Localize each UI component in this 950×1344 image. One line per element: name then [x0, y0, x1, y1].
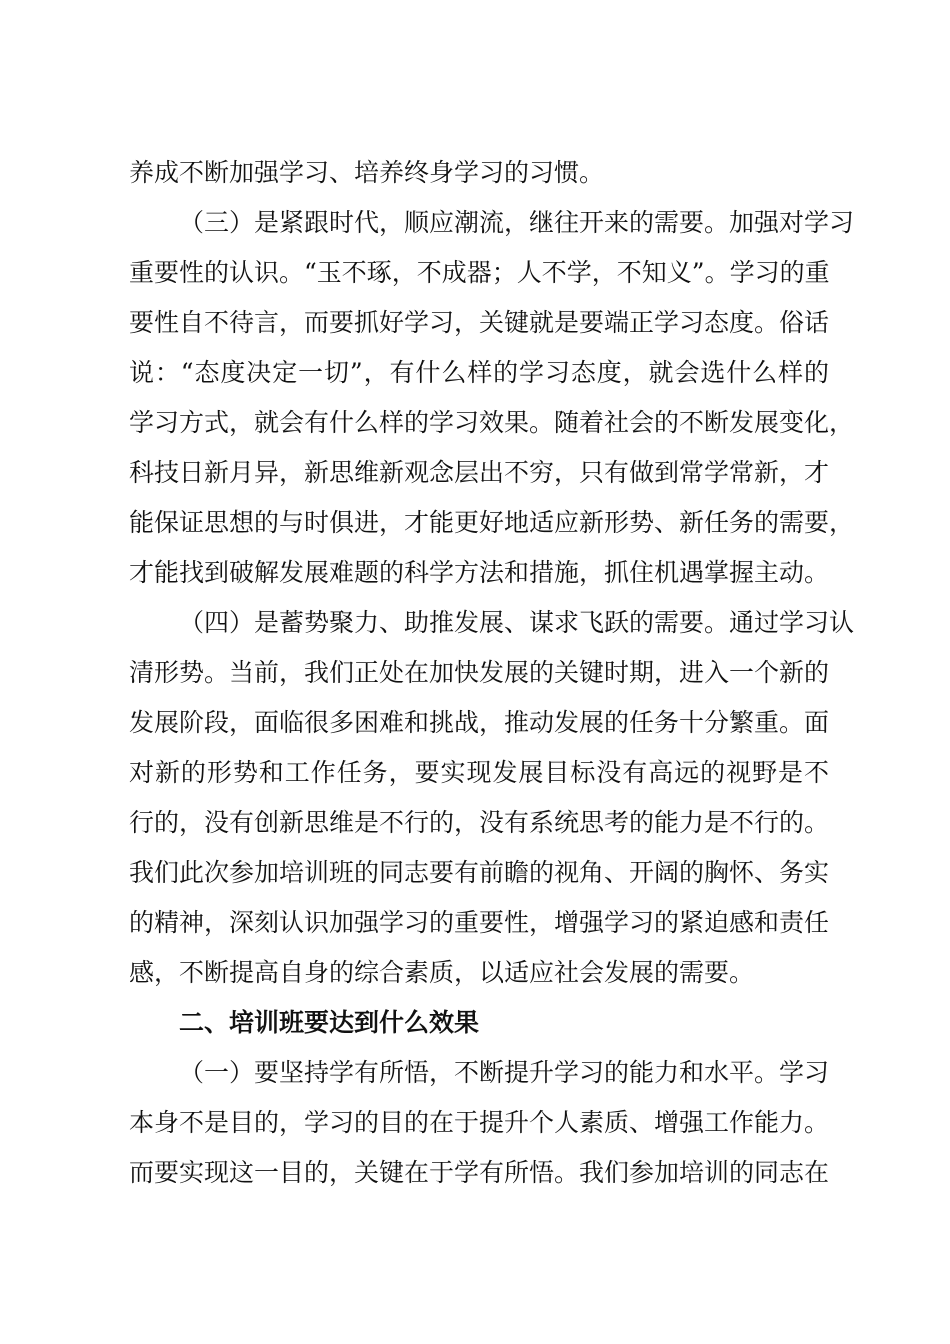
text-line: 而要实现这一目的，关键在于学有所悟。我们参加培训的同志在 — [129, 1158, 830, 1187]
text-line: 养成不断加强学习、培养终身学习的习惯。 — [129, 158, 605, 187]
text-line: 本身不是目的，学习的目的在于提升个人素质、增强工作能力。 — [129, 1108, 830, 1137]
text-line: 感，不断提高自身的综合素质，以适应社会发展的需要。 — [129, 958, 755, 987]
text-line: 的精神，深刻认识加强学习的重要性，增强学习的紧迫感和责任 — [129, 908, 830, 937]
text-line: 清形势。当前，我们正处在加快发展的关键时期，进入一个新的 — [129, 658, 830, 687]
text-line: 说：“态度决定一切”，有什么样的学习态度，就会选什么样的 — [129, 358, 829, 387]
text-line: 发展阶段，面临很多困难和挑战，推动发展的任务十分繁重。面 — [129, 708, 830, 737]
paragraph-3-heading-line: （三）是紧跟时代，顺应潮流，继往开来的需要。加强对学习 — [179, 208, 855, 237]
text-line: 才能找到破解发展难题的科学方法和措施，抓住机遇掌握主动。 — [129, 558, 830, 587]
text-line: 科技日新月异，新思维新观念层出不穷，只有做到常学常新，才 — [129, 458, 830, 487]
text-line: 能保证思想的与时俱进，才能更好地适应新形势、新任务的需要， — [129, 508, 855, 537]
subsection-1-heading-line: （一）要坚持学有所悟，不断提升学习的能力和水平。学习 — [179, 1058, 830, 1087]
text-line: 要性自不待言，而要抓好学习，关键就是要端正学习态度。俗话 — [129, 308, 830, 337]
text-line: 学习方式，就会有什么样的学习效果。随着社会的不断发展变化， — [129, 408, 855, 437]
section-2-heading: 二、培训班要达到什么效果 — [179, 1008, 480, 1037]
text-line: 我们此次参加培训班的同志要有前瞻的视角、开阔的胸怀、务实 — [129, 858, 830, 887]
paragraph-4-heading-line: （四）是蓄势聚力、助推发展、谋求飞跃的需要。通过学习认 — [179, 608, 855, 637]
text-line: 对新的形势和工作任务，要实现发展目标没有高远的视野是不 — [129, 758, 829, 787]
text-line: 重要性的认识。“玉不琢，不成器；人不学，不知义”。学习的重 — [129, 258, 830, 287]
text-line: 行的，没有创新思维是不行的，没有系统思考的能力是不行的。 — [129, 808, 830, 837]
